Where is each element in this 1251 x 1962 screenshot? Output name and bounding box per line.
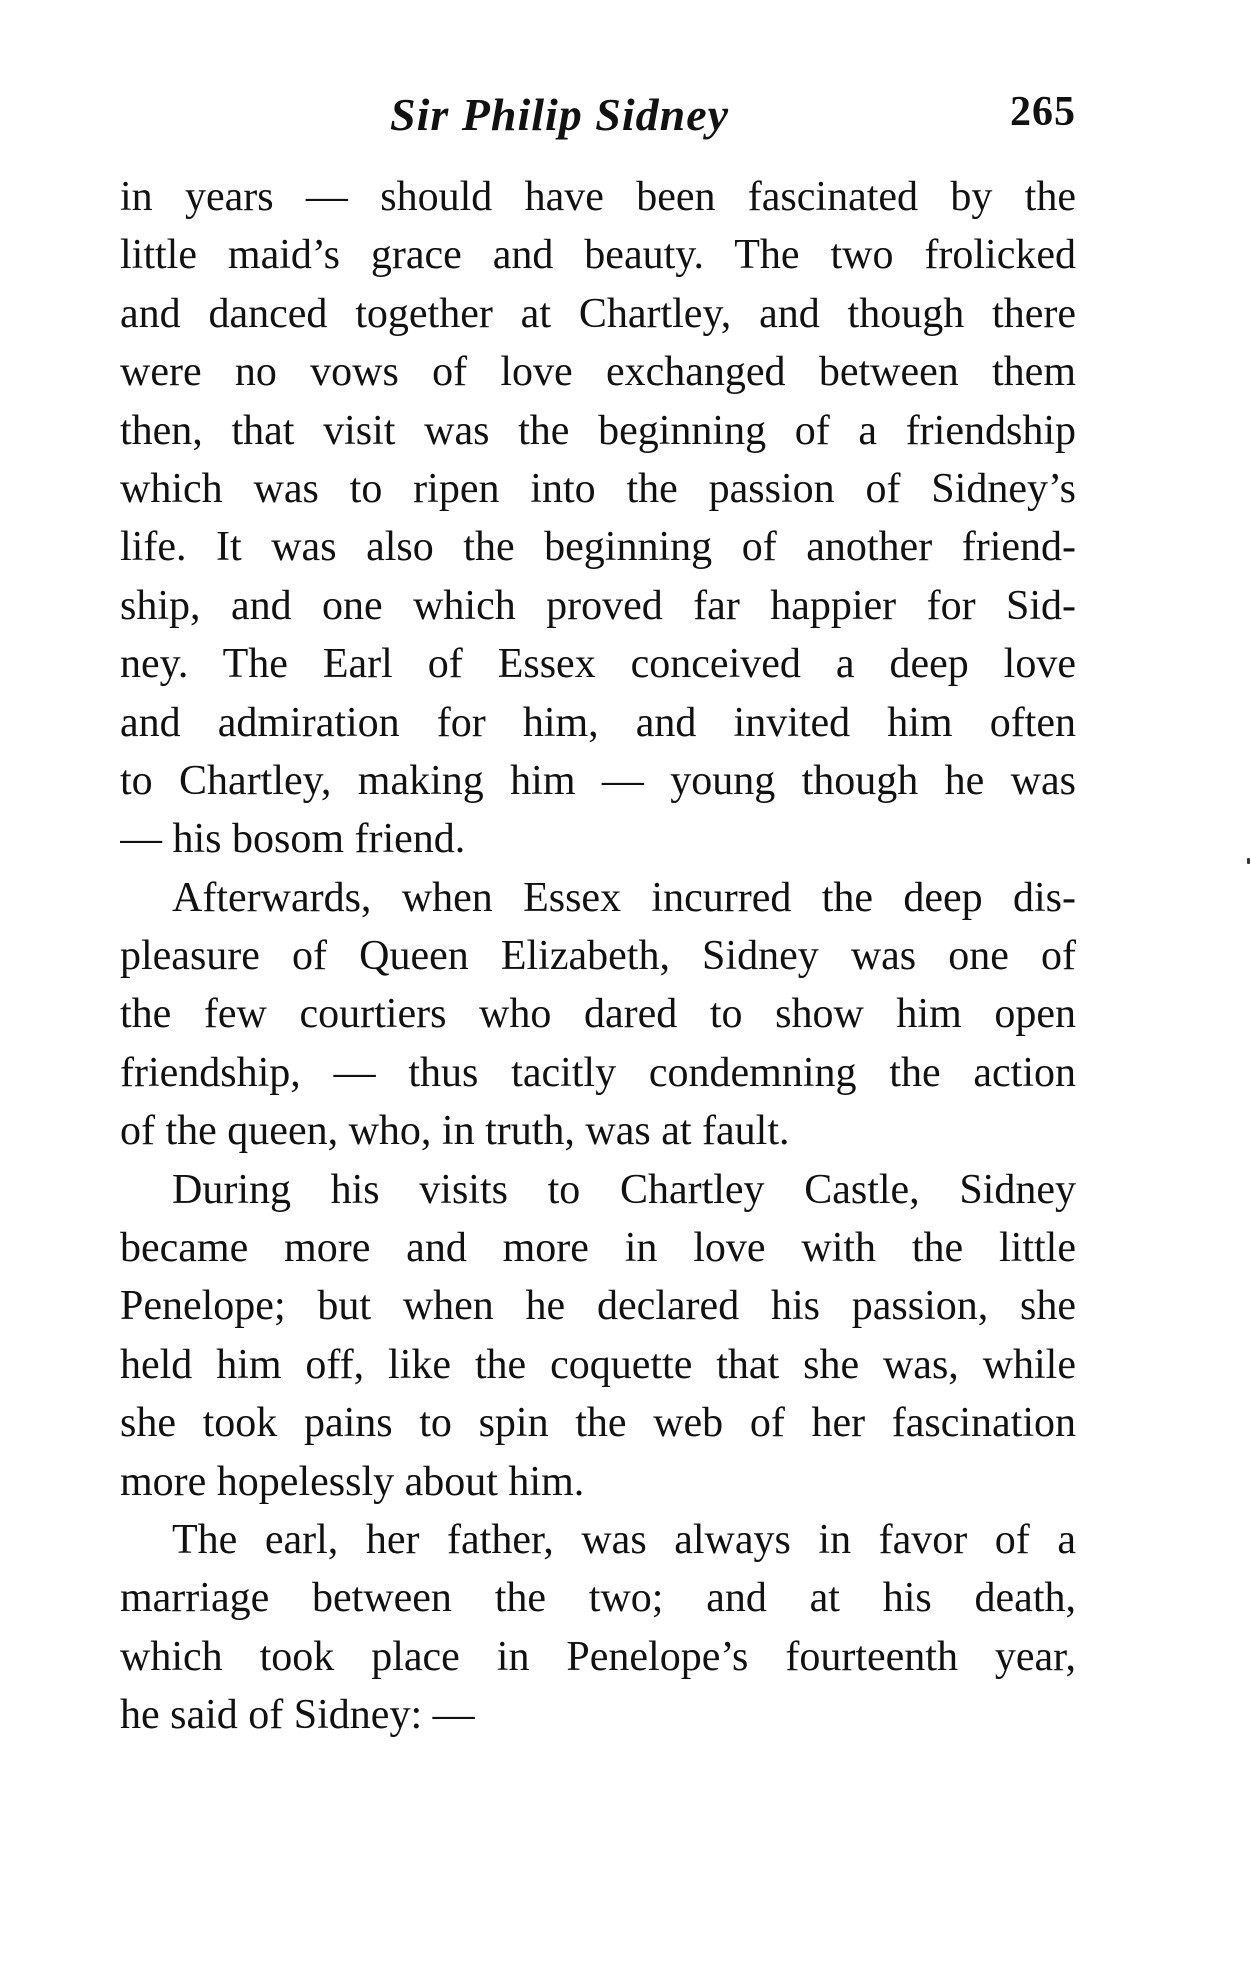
text-line: life. It was also the beginning of another friend- [120,524,1076,571]
text-line: then, that visit was the beginning of a friendship [120,407,1076,454]
text-line: the few courtiers who dared to show him open [120,991,1076,1038]
text-line: which took place in Penelope’s fourteenth year, [120,1633,1076,1680]
text-line: marriage between the two; and at his death, [120,1575,1076,1622]
running-head [120,88,1076,148]
text-line: to Chartley, making him — young though he was [120,757,1076,804]
body-text [120,168,1076,1745]
text-line: held him off, like the coquette that she was, while [120,1341,1076,1388]
text-line: ney. The Earl of Essex conceived a deep love [120,641,1076,688]
text-line: which was to ripen into the passion of Sidney’s [120,465,1076,512]
text-line: Penelope; but when he declared his passion, she [120,1283,1076,1330]
running-title: Sir Philip Sidney [390,89,730,140]
text-line: and danced together at Chartley, and though there [120,290,1076,337]
paragraph-first-line: During his visits to Chartley Castle, Sidney [172,1166,1076,1213]
text-line: more hopelessly about him. [120,1458,585,1505]
text-line: were no vows of love exchanged between them [120,349,1076,396]
text-line: ship, and one which proved far happier for Sid- [120,582,1076,629]
paragraph-first-line: Afterwards, when Essex incurred the deep dis- [172,874,1076,921]
text-line: little maid’s grace and beauty. The two frolicked [120,232,1076,279]
text-line: friendship, — thus tacitly condemning the action [120,1049,1076,1096]
text-line: he said of Sidney: — [120,1692,475,1739]
text-line: — his bosom friend. [120,816,466,863]
text-line: in years — should have been fascinated by the [120,174,1076,220]
text-line: became more and more in love with the little [120,1225,1076,1272]
page-number: 265 [1010,89,1076,135]
paragraph-first-line: The earl, her father, was always in favor of a [172,1516,1076,1563]
text-line: pleasure of Queen Elizabeth, Sidney was one of [120,933,1076,980]
text-line: and admiration for him, and invited him often [120,699,1076,746]
text-line: she took pains to spin the web of her fascination [120,1400,1076,1447]
text-line: of the queen, who, in truth, was at fault. [120,1108,790,1155]
scan-speck [1247,858,1250,864]
